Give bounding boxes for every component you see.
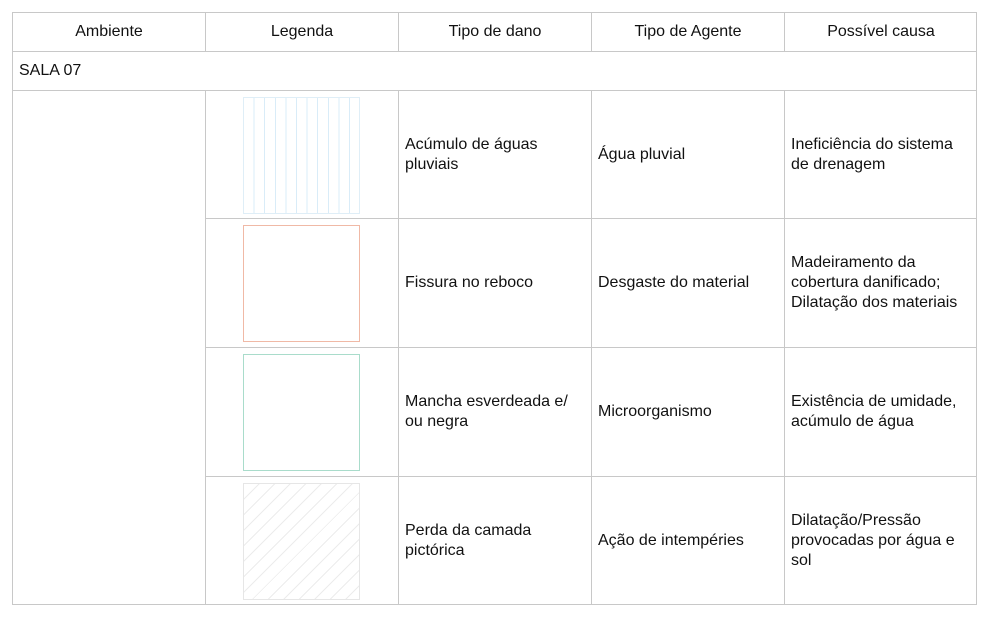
legend-cell (205, 347, 398, 476)
cell-text: Água pluvial (598, 145, 686, 163)
cell-text: Ineficiência do sistema de drenagem (791, 135, 953, 173)
legend-cell (205, 218, 398, 347)
tipo-de-agente-cell (591, 218, 784, 347)
tipo-de-dano-cell (398, 476, 591, 605)
cell-text: Dilatação/Pressão provocadas por água e sol (791, 512, 955, 569)
section-label: SALA 07 (19, 62, 82, 79)
crack-outline-swatch (243, 225, 360, 342)
cell-text: Existência de umidade, acúmulo de água (791, 393, 957, 430)
header-label: Ambiente (75, 23, 143, 40)
tipo-de-agente-cell (591, 476, 784, 605)
cell-text: Fissura no reboco (405, 274, 534, 291)
diagonal-hatch-swatch (243, 483, 360, 600)
header-ambiente (12, 12, 205, 51)
cell-text: Ação de intempéries (598, 532, 744, 549)
header-label: Possível causa (827, 23, 935, 40)
cell-text: Mancha esverdeada e/ ou negra (405, 393, 568, 430)
cell-text: Madeiramento da cobertura danificado; Dilatação dos materiais (791, 254, 958, 311)
header-tipo-de-dano (398, 12, 591, 51)
header-label: Legenda (270, 23, 334, 40)
header-label: Tipo de Agente (634, 23, 742, 40)
cell-text: Perda da camada pictórica (405, 522, 532, 559)
possivel-causa-cell (784, 347, 977, 476)
header-legenda (205, 12, 398, 51)
cell-text: Acúmulo de águas pluviais (405, 135, 538, 173)
header-label: Tipo de dano (448, 23, 542, 40)
tipo-de-dano-cell (398, 90, 591, 218)
legend-cell (205, 90, 398, 218)
tipo-de-dano-cell (398, 347, 591, 476)
water-lines-swatch (243, 97, 360, 214)
tipo-de-dano-cell (398, 218, 591, 347)
damage-table (12, 12, 977, 605)
possivel-causa-cell (784, 476, 977, 605)
possivel-causa-cell (784, 218, 977, 347)
ambiente-cell (12, 90, 205, 605)
tipo-de-agente-cell (591, 90, 784, 218)
section-row (12, 51, 977, 90)
header-tipo-de-agente (591, 12, 784, 51)
cell-text: Desgaste do material (598, 274, 750, 291)
legend-cell (205, 476, 398, 605)
cell-text: Microorganismo (598, 403, 712, 420)
mold-outline-swatch (243, 354, 360, 471)
header-possivel-causa (784, 12, 977, 51)
possivel-causa-cell (784, 90, 977, 218)
tipo-de-agente-cell (591, 347, 784, 476)
